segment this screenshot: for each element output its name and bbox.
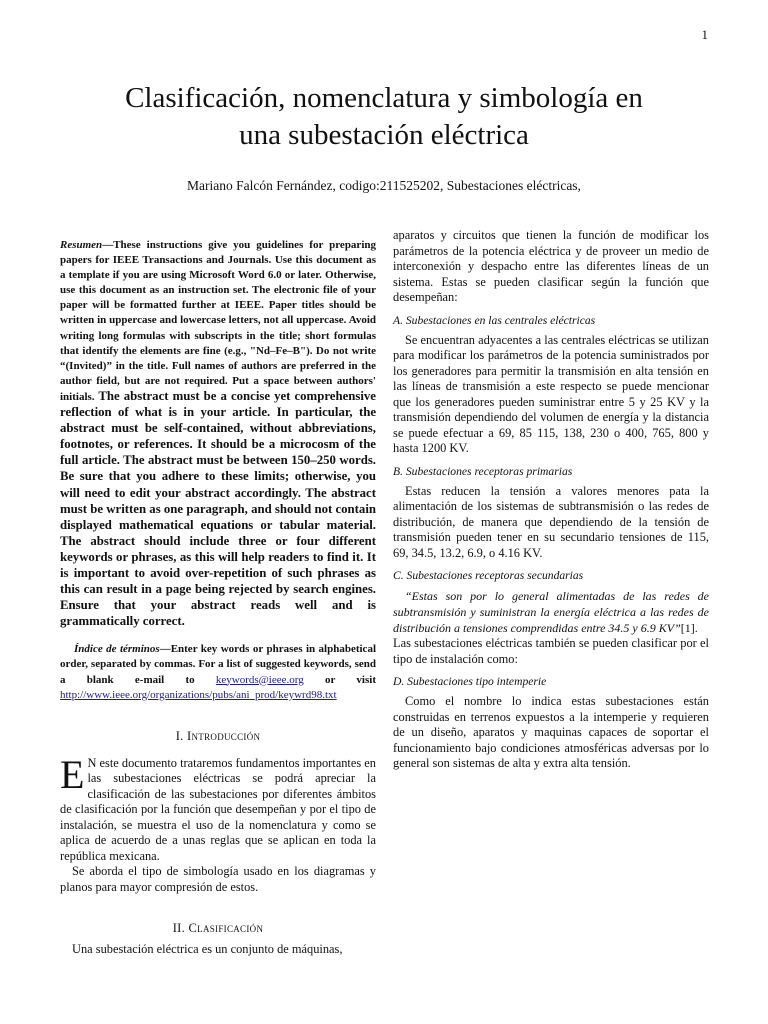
paper-title xyxy=(70,80,698,154)
intro-text-1: N este documento trataremos fundamentos importantes en las subestaciones eléctricas se podrá apreciar la clasificación de las subestaciones por diferentes ámbitos de clasificación por la función que desempeñan y por el tipo de instalación, se muestra el uso de la nomenclatura y como se aplica de acuerdo de a unas reglas que se aplican en toda la república mexicana. xyxy=(60,755,376,863)
author-line: Mariano Falcón Fernández, codigo:211525202, Subestaciones eléctricas, xyxy=(187,178,581,193)
abstract-text-large: The abstract must be a concise yet comprehensive reflection of what is in your article. In particular, the abstract must be self-contained, without abbreviations, footnotes, or references. It should be a microcosm of the full article. The abstract must be between 150–250 words. Be sure that you adhere to these limits; otherwise, you will need to edit your abstract accordingly. The abstract must be written as one paragraph, and should not contain displayed mathematical equations or tabular material. The abstract should include three or four different keywords or phrases, as this will help readers to find it. It is important to avoid over-repetition of such phrases as this can result in a page being rejected by search engines. Ensure that your abstract reads well and is grammatically correct. xyxy=(60,388,376,629)
keywords-url-link[interactable]: http://www.ieee.org/organizations/pubs/ani_prod/keywrd98.txt xyxy=(60,688,337,701)
keywords-email-link[interactable]: keywords@ieee.org xyxy=(215,673,304,686)
index-terms-label: Índice de términos xyxy=(74,643,160,656)
right-column xyxy=(393,228,709,772)
subsection-a-text: Se encuentran adyacentes a las centrales eléctricas se utilizan para modificar los parámetros de la potencia suministrados por los generadores para permitir la transmisión en alta tensión en las líneas de transmisión a este respecto se puede mencionar que los generadores pueden suministrar entre 5 y 25 KV y la transmisión dependiendo del volumen de energía y la distancia se puede efectuar a 69, 85 115, 138, 230 o 400, 765, 800 y hasta 1200 KV. xyxy=(393,332,709,455)
index-terms xyxy=(60,642,376,702)
left-column xyxy=(60,238,376,958)
subsection-b-text: Estas reducen la tensión a valores menores pata la alimentación de los sistemas de subtransmisión o las redes de distribución, de manera que dependiendo de la tensión de transmisión pueden tener en su secundario tensiones de 115, 69, 34.5, 13.2, 6.9, o 4.16 KV. xyxy=(393,483,709,560)
title-line-1: Clasificación, nomenclatura y simbología en xyxy=(125,82,643,114)
subsection-a-heading: A. Subestaciones en las centrales eléctricas xyxy=(393,313,596,327)
citation-ref: [1]. xyxy=(680,621,698,635)
subsection-d-text: Como el nombre lo indica estas subestaciones están construidas en terrenos expuestos a la intemperie y requieren de un diseño, aparatos y maquinas capaces de soportar el funcionamiento bajo condiciones atmosféricas adversas por lo general son sistemas de alta y extra alta tensión. xyxy=(393,694,709,770)
abstract-label: Resumen xyxy=(60,239,103,251)
intro-paragraph-2: Se aborda el tipo de simbología usado en los diagramas y planos para mayor compresión de estos. xyxy=(60,864,376,894)
index-terms-text: —Enter key words or phrases in alphabetical order, separated by commas. For a list of suggested keywords, send a blank e-mail to xyxy=(60,643,376,686)
abstract xyxy=(60,238,376,630)
quote-text: “Estas son por lo general alimentadas de las redes de subtransmisión y suministran la energía eléctrica a las redes de distribución a tensiones comprendidas entre 34.5 y 6.9 KV” xyxy=(393,589,709,635)
intro-paragraph-1 xyxy=(60,751,376,865)
section-2-number: II. xyxy=(172,921,186,936)
subsection-c-heading: C. Subestaciones receptoras secundarias xyxy=(393,569,584,582)
classification-paragraph: Una subestación eléctrica es un conjunto de máquinas, xyxy=(72,942,343,957)
index-terms-text-2: or visit xyxy=(303,673,376,686)
section-2-title: Clasificación xyxy=(188,921,264,936)
drop-cap: E xyxy=(60,751,85,797)
page-number: 1 xyxy=(701,27,708,42)
classification-continued: aparatos y circuitos que tienen la función de modificar los parámetros de la potencia eléctrica y de proveer un medio de interconexión y despacho entre las diferentes líneas de un sistema. Estas se pueden clasificar según la función que desempeñan: xyxy=(393,228,709,304)
section-1-number: I. xyxy=(175,728,184,743)
title-line-2: una subestación eléctrica xyxy=(239,119,529,151)
section-heading-1 xyxy=(60,729,376,744)
section-1-title: Introducción xyxy=(187,728,261,743)
abstract-text-small: —These instructions give you guidelines for preparing papers for IEEE Transactions and Journals. Use this document as a template if you are using Microsoft Word 6.0 or later. Otherwise, use this document as an instruction set. The electronic file of your paper will be formatted further at IEEE. Paper titles should be written in uppercase and lowercase letters, not all uppercase. Avoid writing long formulas with subscripts in the title; short formulas that identify the elements are fine (e.g., "Nd–Fe–B"). Do not write “(Invited)” in the title. Full names of authors are preferred in the author field, but are not required. Put a space between authors' initials. xyxy=(60,239,376,403)
subsection-c-quote xyxy=(393,588,709,636)
subsection-c-after: Las subestaciones eléctricas también se pueden clasificar por el tipo de instalación como: xyxy=(393,636,709,666)
subsection-d-heading: D. Subestaciones tipo intemperie xyxy=(393,675,547,688)
section-heading-2 xyxy=(60,921,376,936)
subsection-b-heading: B. Subestaciones receptoras primarias xyxy=(393,464,573,478)
